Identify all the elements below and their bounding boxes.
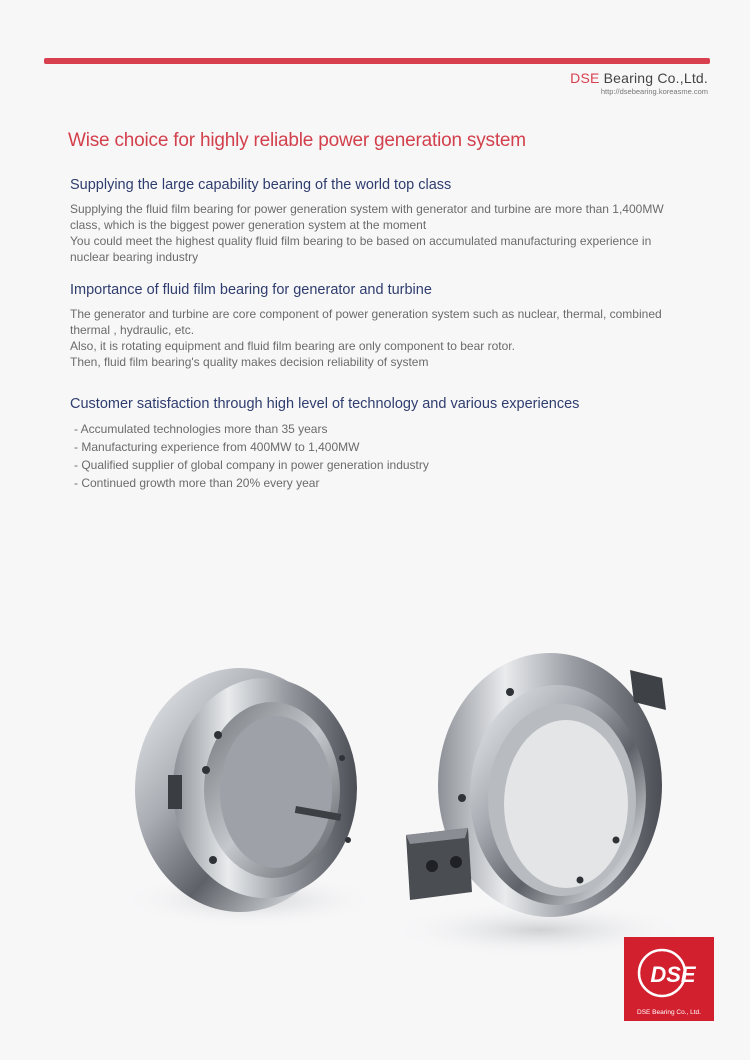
section-paragraph: Supplying the fluid film bearing for power generation system with generator and turbine are more than 1,400MW class, which is the biggest power generation system at the moment	[70, 202, 664, 232]
top-accent-rule	[44, 58, 710, 64]
section-importance	[70, 282, 670, 370]
dse-logo-mark-icon	[624, 937, 714, 1007]
logo-mark-text: DSE	[650, 962, 696, 987]
logo-caption: DSE Bearing Co., Ltd.	[637, 1009, 701, 1016]
section-title: Supplying the large capability bearing of the world top class	[70, 177, 452, 193]
company-brand: DSE	[570, 70, 600, 86]
list-item: - Accumulated technologies more than 35 years	[70, 420, 670, 438]
list-item: - Qualified supplier of global company in power generation industry	[70, 456, 670, 474]
split-housing-bearing	[390, 653, 690, 958]
bullet-list	[70, 420, 670, 492]
section-body	[70, 306, 670, 370]
section-paragraph: You could meet the highest quality fluid film bearing to be based on accumulated manufacturing experience in nuclear bearing industry	[70, 234, 652, 264]
section-body	[70, 201, 670, 265]
section-customer-satisfaction	[70, 396, 670, 492]
section-world-top-class	[70, 177, 670, 265]
page-headline: Wise choice for highly reliable power generation system	[68, 130, 526, 151]
section-paragraph: Then, fluid film bearing's quality makes decision reliability of system	[70, 355, 429, 369]
dse-logo	[624, 937, 714, 1021]
company-name-rest: Bearing Co.,Ltd.	[599, 70, 708, 86]
list-item: - Continued growth more than 20% every year	[70, 474, 670, 492]
section-paragraph: The generator and turbine are core component of power generation system such as nuclear, thermal, combined thermal , hydraulic, etc.	[70, 307, 662, 337]
section-title: Customer satisfaction through high level of technology and various experiences	[70, 396, 580, 412]
cylindrical-bearing	[120, 668, 380, 928]
company-header	[570, 70, 708, 96]
company-url[interactable]: http://dsebearing.koreasme.com	[600, 87, 708, 96]
section-title: Importance of fluid film bearing for generator and turbine	[70, 282, 432, 298]
list-item: - Manufacturing experience from 400MW to 1,400MW	[70, 438, 670, 456]
bearing-product-photos	[110, 630, 690, 960]
company-name	[570, 70, 708, 86]
section-paragraph: Also, it is rotating equipment and fluid film bearing are only component to bear rotor.	[70, 339, 515, 353]
